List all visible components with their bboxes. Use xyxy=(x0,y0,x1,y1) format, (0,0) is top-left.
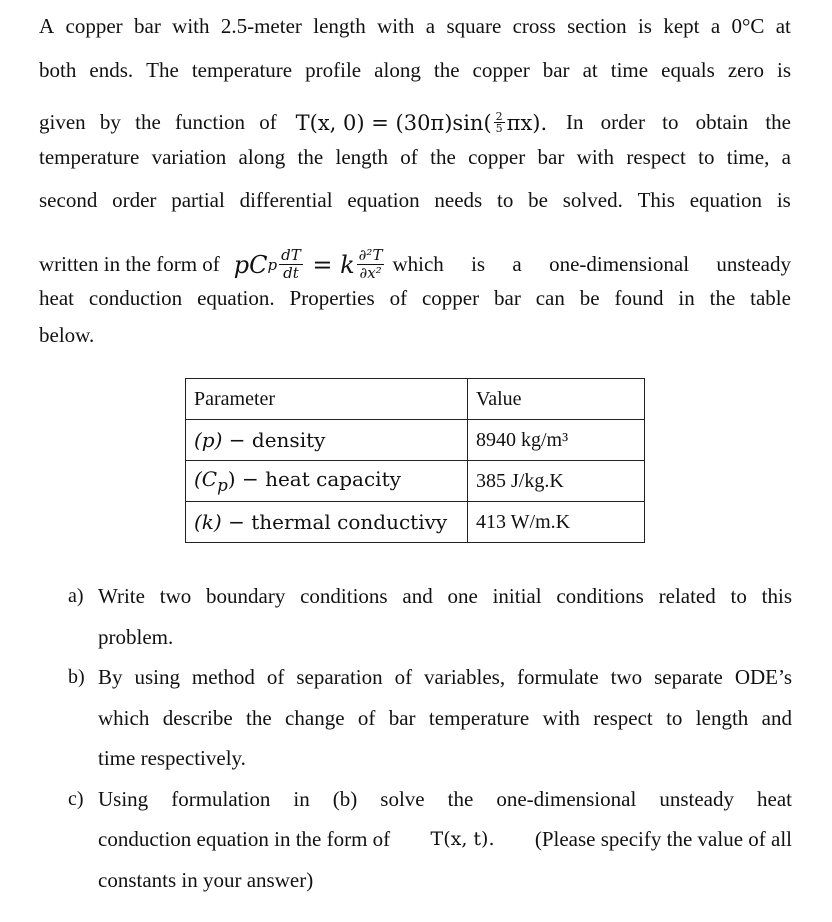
word: at xyxy=(582,57,598,82)
two-fifths-fraction: $\frac{2}{5}$ xyxy=(495,110,503,136)
word: the xyxy=(430,144,456,169)
question-a xyxy=(68,576,792,657)
line6-prefix: written in the form of xyxy=(39,252,220,276)
word: bar xyxy=(542,57,570,82)
table-header-row xyxy=(186,379,645,420)
dT-dt-fraction: $\frac{dT}{dt}$ xyxy=(281,246,301,282)
question-label: b) xyxy=(68,666,85,688)
word: in xyxy=(678,285,695,310)
line3-suffix xyxy=(566,110,791,135)
intro-line-1 xyxy=(39,14,791,58)
table-row xyxy=(186,420,645,461)
intro-line-4 xyxy=(39,145,791,189)
word: along xyxy=(374,57,421,82)
question-b xyxy=(68,657,792,779)
question-label: c) xyxy=(68,787,84,810)
word: is xyxy=(776,188,791,212)
value-heat-capacity: 385 J/kg.K xyxy=(468,461,645,502)
word: equation xyxy=(347,188,420,212)
table-row xyxy=(186,502,645,543)
word: a xyxy=(425,14,436,38)
word: to xyxy=(698,144,715,169)
word: with xyxy=(576,144,615,169)
word: copper xyxy=(472,57,530,82)
header-parameter: Parameter xyxy=(186,379,468,420)
d2T-dx2-fraction: $\frac{\text{∂²T}}{\text{∂x²}}$ xyxy=(358,246,383,282)
word: order xyxy=(600,110,645,135)
word: heat xyxy=(39,285,74,310)
question-c-line-3: constants in your answer) xyxy=(98,867,314,892)
intro-line-5 xyxy=(39,188,791,232)
word: along xyxy=(238,144,286,169)
copper-properties-table xyxy=(185,378,645,543)
word: respect xyxy=(626,144,686,169)
question-b-line-2: which describe the change of bar temperature with respect to length and xyxy=(98,705,792,730)
word: the xyxy=(297,144,324,169)
initial-temperature-function: T(x, 0) = (30π)sin( $\frac{2}{5}$ πx). xyxy=(295,110,548,136)
word: variation xyxy=(151,144,227,169)
value-density: 8940 kg/m³ xyxy=(468,420,645,461)
heat-equation: pC p $\frac{dT}{dt}$ = k $\frac{\text{∂²T}}{\text{∂x²}}$ xyxy=(233,246,383,282)
word: A xyxy=(39,14,55,38)
question-b-line-1: By using method of separation of variables, formulate two separate ODE’s xyxy=(98,665,792,689)
word: bar xyxy=(494,285,521,310)
word: conduction xyxy=(88,285,183,310)
word: time xyxy=(610,57,649,82)
word: of xyxy=(389,285,408,310)
word: copper xyxy=(421,285,480,310)
word: copper xyxy=(468,144,526,169)
intro-line-2 xyxy=(39,58,791,102)
parameter-heat-capacity: $(C_p)$ − heat capacity xyxy=(186,461,468,502)
word: a xyxy=(710,14,721,38)
question-label: a) xyxy=(68,585,84,607)
word: zero xyxy=(727,57,764,82)
word: equation xyxy=(689,188,763,212)
word: a xyxy=(781,144,791,169)
word: to xyxy=(662,110,679,135)
word: the xyxy=(433,57,460,82)
line6-suffix: which is a one-dimensional unsteady xyxy=(392,252,791,276)
word: length xyxy=(335,144,388,169)
word: ends. xyxy=(89,57,134,82)
word: This xyxy=(637,188,675,212)
word: both xyxy=(39,57,77,82)
word: of xyxy=(400,144,418,169)
word: length xyxy=(313,14,366,38)
word: at xyxy=(775,14,791,38)
question-c xyxy=(68,779,792,901)
word: square xyxy=(446,14,502,38)
word: to xyxy=(497,188,514,212)
word: profile xyxy=(305,57,362,82)
word: second xyxy=(39,188,98,212)
parameter-thermal-conductivity: (k) − thermal conductivy xyxy=(186,502,468,543)
problem-statement xyxy=(39,14,791,367)
word: the xyxy=(709,285,736,310)
word: partial xyxy=(171,188,225,212)
word: equals xyxy=(661,57,715,82)
word: needs xyxy=(434,188,483,212)
word: obtain xyxy=(695,110,749,135)
word: cross xyxy=(512,14,556,38)
word: temperature xyxy=(191,57,293,82)
value-thermal-conductivity: 413 W/m.K xyxy=(468,502,645,543)
word: be xyxy=(579,285,600,310)
word: with xyxy=(172,14,210,38)
word: bar xyxy=(134,14,161,38)
question-a-line-2: problem. xyxy=(98,624,174,649)
word: table xyxy=(750,285,791,310)
word: Properties xyxy=(289,285,375,310)
word: solved. xyxy=(562,188,623,212)
word: 0°C xyxy=(731,14,765,38)
line3-prefix: given by the function of xyxy=(39,110,277,135)
word: is xyxy=(637,14,652,38)
word: section xyxy=(567,14,627,38)
intro-line-3 xyxy=(39,101,791,145)
table-row xyxy=(186,461,645,502)
question-a-line-1: Write two boundary conditions and one initial conditions related to this xyxy=(98,584,792,608)
word: with xyxy=(377,14,415,38)
word: The xyxy=(146,57,179,82)
intro-line-8: below. xyxy=(39,323,95,347)
word: differential xyxy=(239,188,333,212)
word: time, xyxy=(726,144,770,169)
word: order xyxy=(112,188,157,212)
word: 2.5-meter xyxy=(220,14,302,38)
header-value: Value xyxy=(468,379,645,420)
word: copper xyxy=(65,14,123,38)
question-c-line-2: conduction equation in the form of T(x, t). (Please specify the value of all xyxy=(98,827,792,851)
word: can xyxy=(535,285,565,310)
parameter-density: (p) − density xyxy=(186,420,468,461)
question-c-line-1: Using formulation in (b) solve the one-dimensional unsteady heat xyxy=(98,786,792,811)
word: found xyxy=(614,285,664,310)
word: be xyxy=(528,188,548,212)
word: is xyxy=(776,57,791,82)
word: temperature xyxy=(39,144,140,169)
question-b-line-3: time respectively. xyxy=(98,746,246,770)
question-list xyxy=(68,576,792,900)
word: bar xyxy=(537,144,565,169)
word: equation. xyxy=(197,285,275,310)
word: kept xyxy=(663,14,700,38)
word: the xyxy=(765,110,791,135)
word: In xyxy=(565,110,584,135)
